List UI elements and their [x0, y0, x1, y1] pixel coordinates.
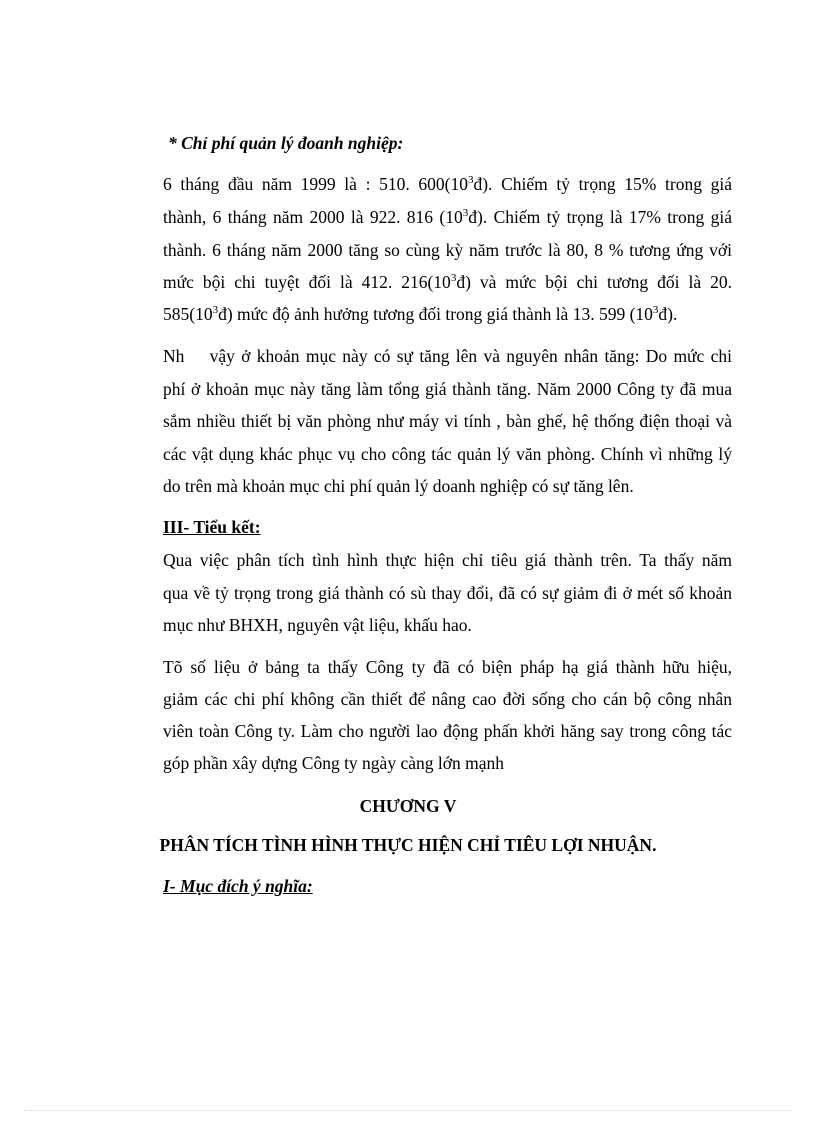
paragraph-line: sắm nhiều thiết bị văn phòng như máy vi tính , bàn ghế, hệ thống điện thoại và [163, 411, 732, 431]
page-bottom-divider [24, 1110, 792, 1111]
paragraph-line: các vật dụng khác phục vụ cho công tác quản lý văn phòng. Chính vì những lý [163, 444, 732, 464]
paragraph-line: do trên mà khoản mục chi phí quản lý doanh nghiệp có sự tăng lên. [163, 476, 634, 496]
paragraph-line: thành, 6 tháng năm 2000 là 922. 816 $(10^3đ)$. Chiếm tỷ trọng là 17% trong giá [163, 207, 732, 227]
paragraph-line: phí ở khoản mục này tăng làm tổng giá thành tăng. Năm 2000 Công ty đã mua [163, 379, 732, 399]
paragraph-line: $585(10^3đ)$ mức độ ảnh hưởng tương đối trong giá thành là 13. 599 $(10^3đ)$. [163, 304, 678, 324]
paragraph-line: 6 tháng đầu năm 1999 là : 510. $600(10^3đ)$. Chiếm tỷ trọng 15% trong giá [163, 174, 732, 194]
paragraph-line: Qua việc phân tích tình hình thực hiện chỉ tiêu giá thành trên. Ta thấy năm [163, 550, 732, 570]
paragraph-line: mức bội chi tuyệt đối là 412. $216(10^3đ)$ và mức bội chi tương đối là 20. [163, 272, 732, 292]
paragraph-line: góp phần xây dựng Công ty ngày càng lớn mạnh [163, 753, 504, 773]
paragraph-line: qua về tỷ trọng trong giá thành có sù thay đổi, đã có sự giảm đi ở mét số khoản [163, 583, 732, 603]
paragraph-line: Tõ số liệu ở bảng ta thấy Công ty đã có biện pháp hạ giá thành hữu hiệu, [163, 657, 732, 677]
paragraph-line: thành. 6 tháng năm 2000 tăng so cùng kỳ năm trước là 80, 8 % tương ứng với [163, 240, 732, 260]
section-i-heading: I- Mục đích ý nghĩa: [163, 876, 313, 896]
paragraph-line: giảm các chi phí không cần thiết để nâng cao đời sống cho cán bộ công nhân [163, 689, 732, 709]
subsection-heading: III- Tiểu kết: [163, 517, 261, 537]
paragraph-line: Nh vậy ở khoản mục này có sự tăng lên và nguyên nhân tăng: Do mức chi [163, 346, 732, 366]
paragraph-line: viên toàn Công ty. Làm cho người lao động phấn khởi hăng say trong công tác [163, 721, 732, 741]
chapter-title: CHƯƠNG V [359, 796, 457, 816]
paragraph-line: mục như BHXH, nguyên vật liệu, khấu hao. [163, 615, 472, 635]
chapter-subtitle: PHÂN TÍCH TÌNH HÌNH THỰC HIỆN CHỈ TIÊU LỢI NHUẬN. [159, 835, 657, 855]
section-heading: * Chỉ phí quản lý đoanh nghiệp: [168, 133, 404, 153]
